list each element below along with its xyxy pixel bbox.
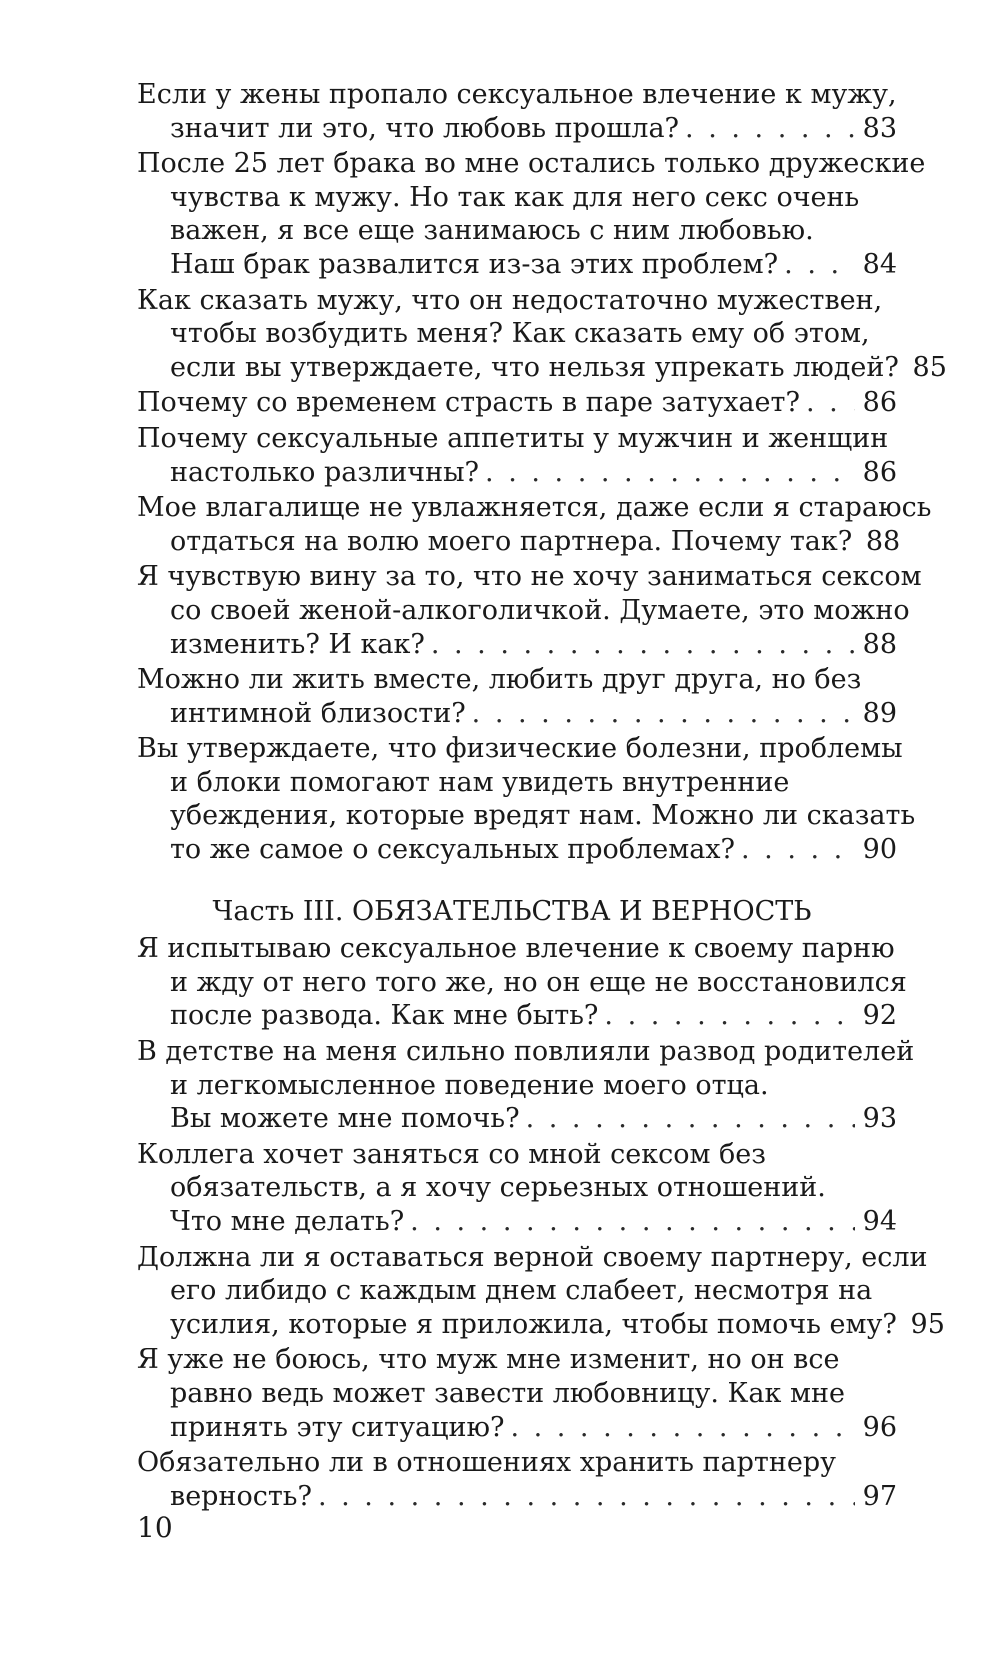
toc-entry-line <box>137 248 897 282</box>
toc-entry-line: равно ведь может завести любовницу. Как мне <box>170 1377 845 1409</box>
dot-leader <box>806 386 855 420</box>
toc-entry-line <box>137 386 897 420</box>
toc-entry-line: Вы утверждаете, что физические болезни, проблемы <box>137 733 903 765</box>
dot-leader <box>784 248 855 282</box>
toc-entry-line <box>137 1411 897 1445</box>
toc-entry-line: и жду от него того же, но он еще не восстановился <box>170 966 907 998</box>
toc-entry-line: Можно ли жить вместе, любить друг друга, но без <box>137 664 862 696</box>
toc-entry-line: важен, я все еще занимаюсь с ним любовью. <box>170 215 814 247</box>
toc-entry-text: Что мне делать? <box>170 1206 405 1237</box>
toc-page-number: 85 <box>912 351 947 383</box>
toc-entry-line: чувства к мужу. Но так как для него секс очень <box>170 181 860 213</box>
toc-part2-entries <box>137 78 947 867</box>
toc-entry-line <box>137 112 897 146</box>
toc-entry-text: верность? <box>170 1480 312 1512</box>
toc-page-number: 86 <box>862 456 897 488</box>
toc-entry-line: Я уже не боюсь, что муж мне изменит, но он все <box>137 1344 840 1376</box>
toc-entry-line <box>137 1308 945 1342</box>
toc-page-number: 93 <box>862 1103 897 1135</box>
toc-entry <box>137 422 897 489</box>
toc-page-number: 94 <box>862 1206 897 1237</box>
toc-entry-line: Я чувствую вину за то, что не хочу заниматься сексом <box>137 561 922 593</box>
toc-entry-text: интимной близости? <box>170 697 466 729</box>
toc-entry <box>137 732 916 866</box>
toc-entry-text: принять эту ситуацию? <box>170 1411 505 1443</box>
toc-entry-line: и блоки помогают нам увидеть внутренние <box>170 766 790 798</box>
toc-part3-entries <box>137 932 945 1513</box>
toc-entry-line <box>137 1102 897 1136</box>
toc-entry-line <box>137 1480 897 1514</box>
toc-entry <box>137 1343 897 1444</box>
toc-entry-line <box>137 697 897 731</box>
table-of-contents <box>137 78 947 1515</box>
toc-entry-line: со своей женой-алкоголичкой. Думаете, это можно <box>170 594 910 626</box>
toc-entry-text: то же самое о сексуальных проблемах? <box>170 834 735 866</box>
dot-leader <box>431 628 855 662</box>
toc-entry-line: Обязательно ли в отношениях хранить партнеру <box>137 1447 836 1479</box>
toc-entry-text: отдаться на волю моего партнера. Почему так? <box>170 525 853 557</box>
toc-entry <box>137 284 947 385</box>
toc-entry-line <box>137 1205 897 1239</box>
toc-entry-text: Вы можете мне помочь? <box>170 1103 520 1135</box>
toc-entry-line: Я испытываю сексуальное влечение к своему парню <box>137 933 895 965</box>
page-number: 10 <box>137 1511 173 1544</box>
toc-entry <box>137 663 897 730</box>
toc-entry-line <box>137 525 901 559</box>
toc-entry <box>137 78 897 145</box>
toc-entry-line <box>137 999 897 1033</box>
toc-page-number: 84 <box>862 248 897 280</box>
toc-entry-text: Почему со временем страсть в паре затухает? <box>137 387 800 419</box>
toc-entry <box>137 1035 915 1136</box>
toc-entry-text: изменить? И как? <box>170 628 425 660</box>
toc-entry <box>137 1241 945 1342</box>
toc-entry-line: После 25 лет брака во мне остались только дружеские <box>137 148 926 180</box>
section-heading-part3: Часть III. ОБЯЗАТЕЛЬСТВА И ВЕРНОСТЬ <box>212 895 812 927</box>
dot-leader <box>472 697 855 731</box>
toc-entry-text: после развода. Как мне быть? <box>170 1000 599 1032</box>
toc-entry-line: Коллега хочет заняться со мной сексом без <box>137 1138 767 1170</box>
toc-entry-line: его либидо с каждым днем слабеет, несмотря на <box>170 1275 873 1307</box>
dot-leader <box>741 833 855 867</box>
toc-entry-line: Должна ли я оставаться верной своему партнеру, если <box>137 1241 928 1273</box>
toc-page-number: 88 <box>862 628 897 660</box>
toc-entry-text: усилия, которые я приложила, чтобы помочь ему? <box>170 1308 897 1340</box>
dot-leader <box>485 456 855 490</box>
toc-page-number: 96 <box>862 1411 897 1443</box>
toc-page-number: 89 <box>862 697 897 729</box>
toc-entry <box>137 932 907 1033</box>
toc-entry-line: Почему сексуальные аппетиты у мужчин и женщин <box>137 422 889 454</box>
toc-entry-line: обязательств, а я хочу серьезных отношений. <box>170 1172 826 1204</box>
toc-entry <box>137 147 926 281</box>
toc-entry <box>137 491 932 558</box>
toc-page-number: 92 <box>862 1000 897 1032</box>
toc-entry <box>137 1138 897 1239</box>
toc-entry <box>137 386 897 420</box>
toc-page-number: 83 <box>862 112 897 144</box>
toc-entry <box>137 1446 897 1513</box>
toc-entry-line: Как сказать мужу, что он недостаточно мужествен, <box>137 284 883 316</box>
toc-entry-text: Наш брак развалится из-за этих проблем? <box>170 248 779 280</box>
toc-page-number: 86 <box>862 387 897 419</box>
toc-entry-line: убеждения, которые вредят нам. Можно ли сказать <box>170 800 916 832</box>
toc-entry-line: Если у жены пропало сексуальное влечение к мужу, <box>137 79 897 110</box>
toc-entry-line <box>137 833 897 867</box>
toc-entry-text: если вы утверждаете, что нельзя упрекать людей? <box>170 351 899 383</box>
toc-entry-line <box>137 456 897 490</box>
toc-entry-line: и легкомысленное поведение моего отца. <box>170 1069 769 1101</box>
toc-entry-line: чтобы возбудить меня? Как сказать ему об этом, <box>170 318 870 350</box>
toc-entry-text: значит ли это, что любовь прошла? <box>170 112 680 144</box>
toc-entry-line <box>137 351 947 385</box>
toc-entry <box>137 560 922 661</box>
dot-leader <box>510 1411 855 1445</box>
toc-entry-line: Мое влагалище не увлажняется, даже если я стараюсь <box>137 492 932 524</box>
dot-leader <box>604 999 855 1033</box>
toc-entry-line: В детстве на меня сильно повлияли развод родителей <box>137 1036 915 1068</box>
toc-page-number: 97 <box>862 1480 897 1512</box>
dot-leader <box>318 1480 855 1514</box>
toc-page-number: 90 <box>862 834 897 866</box>
toc-page-number: 88 <box>865 525 901 557</box>
dot-leader <box>410 1205 855 1239</box>
toc-entry-line <box>137 628 897 662</box>
toc-entry-text: настолько различны? <box>170 456 480 488</box>
toc-page-number: 95 <box>910 1308 945 1340</box>
dot-leader <box>685 112 855 146</box>
dot-leader <box>526 1102 855 1136</box>
